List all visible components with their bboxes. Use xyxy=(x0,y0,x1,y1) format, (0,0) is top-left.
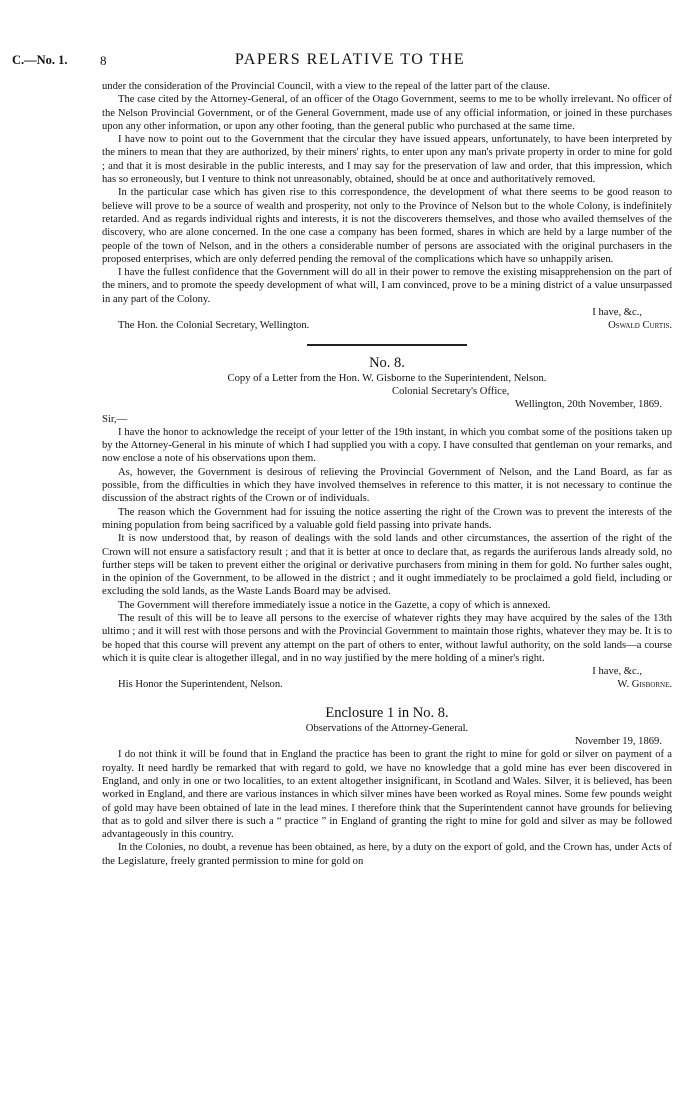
closing: I have, &c., xyxy=(592,307,642,319)
closing: I have, &c., xyxy=(592,666,642,678)
signature-line xyxy=(102,319,672,332)
paragraph: The Government will therefore immediately issue a notice in the Gazette, a copy of which is annexed. xyxy=(118,599,551,611)
letter-heading: No. 8. xyxy=(369,354,405,371)
document-body xyxy=(102,80,672,868)
enclosure-date: November 19, 1869. xyxy=(574,736,662,748)
signature: Oswald Curtis. xyxy=(608,320,672,332)
paragraph: The reason which the Government had for issuing the notice asserting the right of the Crown was to prevent the interests of the mining population from being sacrificed by a valuable gold field passing into private hands. xyxy=(102,506,672,531)
salutation: Sir,— xyxy=(102,413,128,425)
paragraph: I do not think it will be found that in England the practice has been to grant the right to mine for gold or silver on payment of a royalty. It need hardly be remarked that with regard to gold, we have no knowledge that a gold mine has ever been discovered in England, and only in one or two localities, to an extent altogether insignificant, in Scotland and Wales. Silver, it is believed, has been worked in England, and there are various instances in which silver mines have been worked as Royal mines. Some few pounds weight of gold may have been obtained of late in the lead mines. I therefore think that the Superintendent cannot have grounds for believing that as to gold and silver there is such a “ practice ” in England of granting the right to mine for gold and silver as may be followed advantageously in this country. xyxy=(102,749,672,841)
paragraph: In the Colonies, no doubt, a revenue has been obtained, as here, by a duty on the export of gold, and the Crown has, under Acts of the Legislature, freely granted permission to mine for gold on xyxy=(102,842,672,867)
paragraph: under the consideration of the Provincial Council, with a view to the repeal of the latter part of the clause. xyxy=(102,81,551,92)
paragraph: The result of this will be to leave all persons to the exercise of whatever rights they may have acquired by the sales of the 13th ultimo ; and it will rest with those persons and with the Provincial Government to maintain those rights, whatever they may be. It is to be hoped that this course will prevent any attempt on the part of others to enter, without lawful authority, on the sold lands—a course which it is quite clear is altogether illegal, and in no way justified by the mere holding of a miner's right. xyxy=(102,612,672,664)
series-number: C.—No. 1. xyxy=(12,53,68,67)
running-title: PAPERS RELATIVE TO THE xyxy=(234,51,466,68)
section-divider xyxy=(307,344,467,346)
office-address: Colonial Secretary's Office, xyxy=(392,385,510,397)
enclosure-heading: Enclosure 1 in No. 8. xyxy=(325,704,449,721)
page-number: 8 xyxy=(100,53,107,68)
page-header xyxy=(0,53,700,73)
paragraph: The case cited by the Attorney-General, of an officer of the Otago Government, seems to me to be wholly irrelevant. No officer of the Nelson Provincial Government, or of the General Government, made use of any official information, or joined in these purchases upon any other information, or upon any other footing, than the general public who purchased at the same time. xyxy=(102,94,672,132)
paragraph: I have the honor to acknowledge the receipt of your letter of the 19th instant, in which you combat some of the positions taken up by the Attorney-General in his minute of which I had supplied you with a copy. I have consulted that gentleman on your remarks, and now enclose a note of his observations upon them. xyxy=(102,426,672,465)
signature-line xyxy=(102,678,672,691)
addressee: His Honor the Superintendent, Nelson. xyxy=(118,679,283,691)
addressee: The Hon. the Colonial Secretary, Wellington. xyxy=(118,320,310,332)
letter-subtitle: Copy of a Letter from the Hon. W. Gisborne to the Superintendent, Nelson. xyxy=(227,372,547,384)
letter-date: Wellington, 20th November, 1869. xyxy=(514,399,662,411)
paragraph: As, however, the Government is desirous of relieving the Provincial Government of Nelson, and the Land Board, as far as possible, from the difficulties in which they have involved themselves in reference to this matter, it is not necessary to continue the discussion of the abstract rights of the Crown or of individuals. xyxy=(102,466,672,505)
paragraph: I have the fullest confidence that the Government will do all in their power to remove the existing misapprehension on the part of the miners, and to promote the speedy development of what will, I am convinced, prove to be a mining district of a value unsurpassed in any part of the Colony. xyxy=(102,267,672,305)
paragraph: In the particular case which has given rise to this correspondence, the development of what there seems to be good reason to believe will prove to be a source of wealth and prosperity, not only to the Province of Nelson but to the whole Colony, is indefinitely retarded. And as regards individual rights and interests, it is not the discoverers themselves, and those who availed themselves of the discovery, who are alone concerned. In the one case a company has been formed, shares in which are held by a large number of the people of the town of Nelson, and in the others a considerable number of persons are associated with the original purchasers in the proposed enterprises, which are only deferred pending the removal of the complications which have so unhappily arisen. xyxy=(102,187,672,265)
signature: W. Gisborne. xyxy=(617,679,672,691)
paragraph: It is now understood that, by reason of dealings with the sold lands and other circumstances, the assertion of the right of the Crown will not ensure a satisfactory result ; and that it is better at once to declare that, as regards the auriferous lands already sold, no further steps will be taken to prevent either the original or derivative purchasers from mining in them for gold. No further sales ought, in the opinion of the Government, to be allowed in the district ; and it ought immediately to be proclaimed a gold field, including or excluding the sold lands, as the Waste Lands Board may be advised. xyxy=(102,533,672,598)
enclosure-subtitle: Observations of the Attorney-General. xyxy=(305,722,469,734)
paragraph: I have now to point out to the Government that the circular they have issued appears, unfortunately, to have been interpreted by the miners to mean that they are authorized, by their miners' rights, to enter upon any man's private property in order to mine for gold ; and that it is most desirable in the public interests, and I may say for the preservation of law and order, that this impression, which has so erroneously, but I venture to think not unreasonably, obtained, should be at once and authoritatively removed. xyxy=(102,134,672,186)
